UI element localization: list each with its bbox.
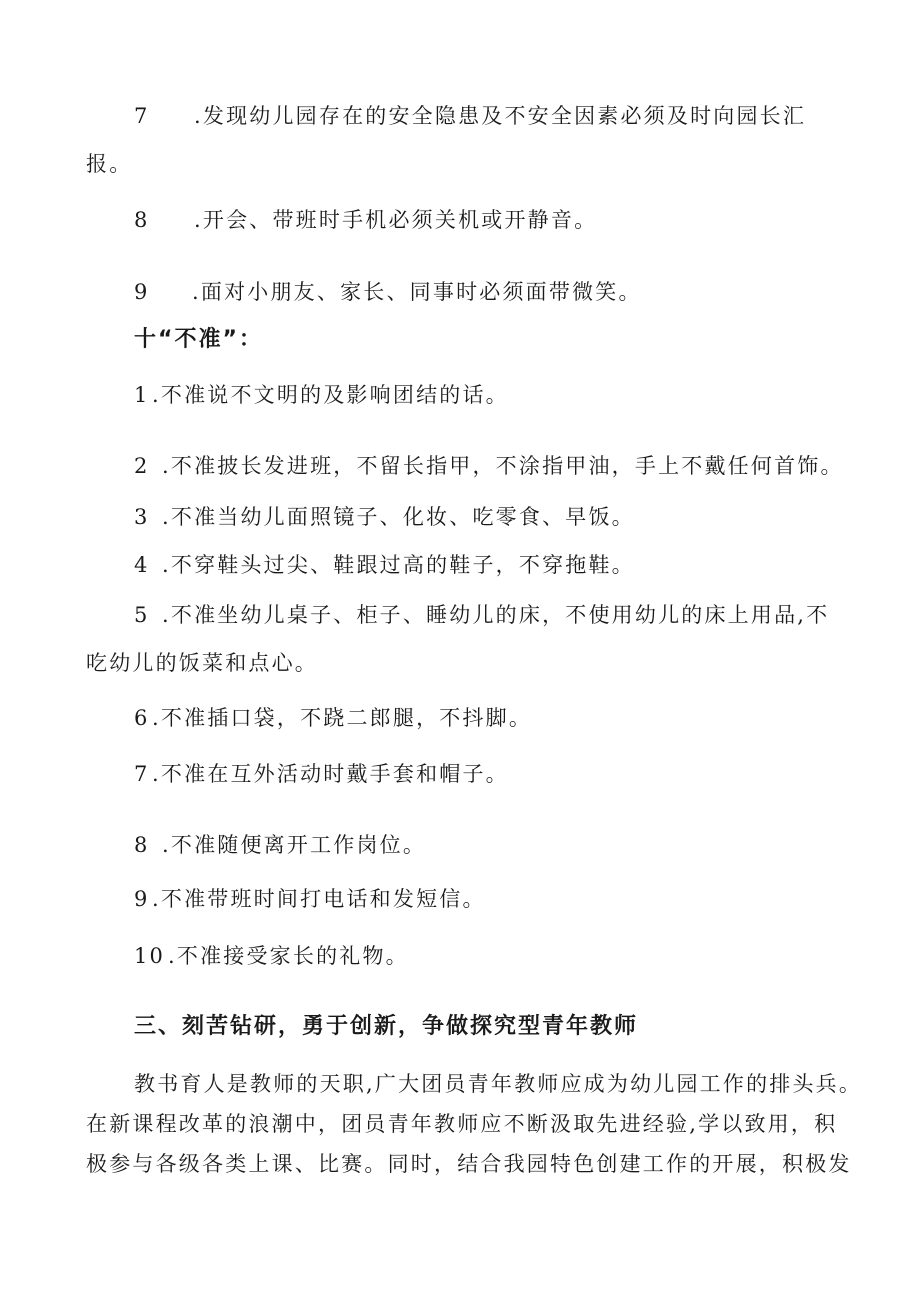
top-item-9 [134, 277, 642, 307]
rule-item-3 [134, 502, 635, 532]
rule-item-2 [134, 451, 844, 481]
rule-number: 3 [134, 505, 150, 529]
rule-number: 5 [134, 603, 150, 627]
item-text: .发现幼儿园存在的安全隐患及不安全因素必须及时向园长汇 [194, 104, 807, 128]
rule-item-5 [134, 600, 829, 630]
rules-heading: 十“不准”： [134, 327, 263, 352]
rule-text: .不穿鞋头过尖、鞋跟过高的鞋子，不穿拖鞋。 [162, 553, 635, 577]
rule-number: 7 [134, 762, 150, 786]
rule-number: 10 [134, 944, 166, 968]
rule-text: .不准接受家长的礼物。 [168, 944, 409, 968]
rule-number: 6 [134, 706, 150, 730]
rule-item-5-continuation: 吃幼儿的饭菜和点心。 [86, 651, 318, 675]
top-item-8 [134, 205, 597, 235]
item-number: 8 [134, 208, 150, 232]
rule-item-10 [134, 941, 409, 971]
rule-number: 2 [134, 454, 150, 478]
section-heading: 三、刻苦钻研，勇于创新，争做探究型青年教师 [134, 1014, 639, 1039]
rule-item-6 [134, 703, 532, 733]
paragraph-line: 极参与各级各类上课、比赛。同时，结合我园特色创建工作的开展，积极发 [86, 1152, 852, 1176]
rule-text: .不准带班时间打电话和发短信。 [152, 887, 486, 911]
rule-text: .不准在互外活动时戴手套和帽子。 [152, 762, 509, 786]
rule-text: .不准披长发进班，不留长指甲，不涂指甲油，手上不戴任何首饰。 [162, 454, 844, 478]
item-text: .面对小朋友、家长、同事时必须面带微笑。 [192, 280, 642, 304]
rule-number: 1 [134, 383, 150, 407]
paragraph-line: 在新课程改革的浪潮中，团员青年教师应不断汲取先进经验,学以致用，积 [86, 1112, 838, 1136]
item-number: 7 [134, 104, 150, 128]
rule-text: .不准坐幼儿桌子、柜子、睡幼儿的床，不使用幼儿的床上用品,不 [162, 603, 830, 627]
rule-text: .不准说不文明的及影响团结的话。 [152, 383, 509, 407]
rule-text: .不准当幼儿面照镜子、化妆、吃零食、早饭。 [162, 505, 635, 529]
paragraph-line: 教书育人是教师的天职,广大团员青年教师应成为幼儿园工作的排头兵。 [134, 1072, 863, 1096]
item-number: 9 [134, 280, 150, 304]
rule-number: 9 [134, 887, 150, 911]
rule-item-7 [134, 759, 509, 789]
rule-text: .不准插口袋，不跷二郎腿，不抖脚。 [152, 706, 533, 730]
rule-number: 8 [134, 833, 150, 857]
item-text: .开会、带班时手机必须关机或开静音。 [194, 208, 598, 232]
top-item-7 [134, 101, 806, 131]
rule-item-4 [134, 550, 635, 580]
rule-item-9 [134, 884, 486, 914]
rule-number: 4 [134, 553, 150, 577]
rule-item-8 [134, 830, 426, 860]
top-item-7-continuation: 报。 [86, 152, 133, 176]
rule-item-1 [134, 380, 509, 410]
rule-text: .不准随便离开工作岗位。 [162, 833, 427, 857]
